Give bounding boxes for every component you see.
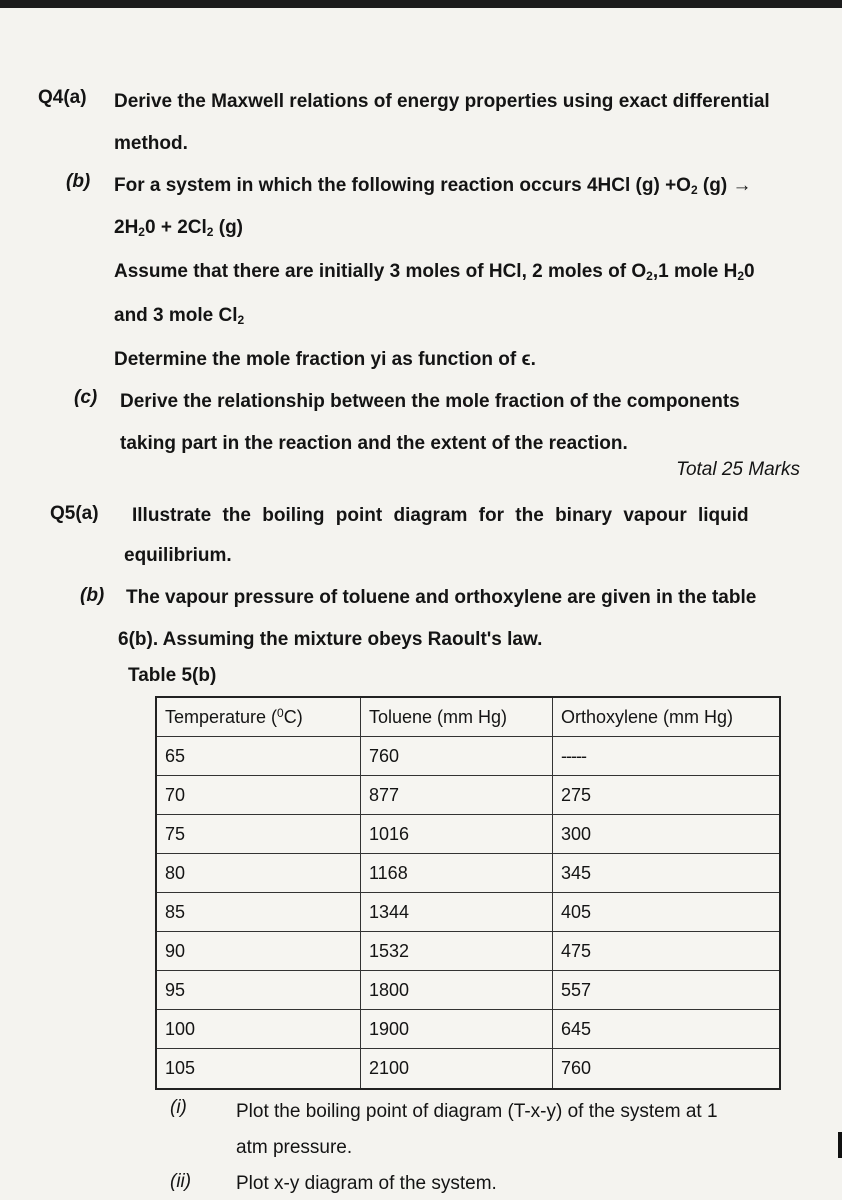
cell-temperature: 80: [157, 854, 361, 892]
cell-temperature: 105: [157, 1049, 361, 1088]
cell-temperature: 70: [157, 776, 361, 814]
cell-toluene: 1532: [361, 932, 553, 970]
q5b-label: (b): [80, 585, 105, 606]
exam-page: [0, 8, 842, 1200]
cell-temperature: 90: [157, 932, 361, 970]
q4b-text-line4: and 3 mole $Cl_2$: [114, 305, 245, 327]
q5a-text-line2: equilibrium.: [124, 545, 232, 566]
cell-orthoxylene: 275: [561, 785, 592, 805]
q4-total-marks: Total 25 Marks: [676, 459, 800, 480]
cell-temperature: 95: [157, 971, 361, 1009]
q5b-text-line2: 6(b). Assuming the mixture obeys Raoult's law.: [118, 629, 543, 650]
q4c-text-line2: taking part in the reaction and the extent of the reaction.: [120, 433, 628, 454]
q5b-text-line1: The vapour pressure of toluene and orthoxylene are given in the table: [126, 587, 757, 608]
table-row: [157, 854, 779, 893]
cell-temperature: 100: [157, 1010, 361, 1048]
q4b-text-line5: Determine the mole fraction yi as function of ϵ.: [114, 349, 536, 370]
table-header-row: [157, 698, 779, 737]
table-row: [157, 932, 779, 971]
q5-label: Q5(a): [50, 503, 99, 524]
q5b-ii-text-line1: Plot x-y diagram of the system.: [236, 1173, 497, 1194]
vapour-pressure-table: [155, 696, 781, 1090]
table-row: [157, 1010, 779, 1049]
table-row: [157, 737, 779, 776]
q5a-text-line1: Illustrate the boiling point diagram for the binary vapour liquid: [132, 505, 749, 526]
cell-toluene: 1900: [361, 1010, 553, 1048]
cell-orthoxylene: 345: [561, 863, 592, 883]
cell-orthoxylene: 475: [561, 941, 592, 961]
q4b-text-line2: $2H_20 + 2Cl_2$ (g): [114, 217, 244, 239]
cell-orthoxylene: 557: [561, 980, 592, 1000]
edge-mark: [838, 1132, 842, 1158]
cell-orthoxylene: 300: [561, 824, 592, 844]
q4c-text-line1: Derive the relationship between the mole fraction of the components: [120, 391, 740, 412]
q5b-i-text-line1: Plot the boiling point of diagram (T-x-y) of the system at 1: [236, 1101, 718, 1122]
cell-orthoxylene: 645: [561, 1019, 592, 1039]
cell-toluene: 2100: [361, 1049, 553, 1088]
cell-toluene: 877: [361, 776, 553, 814]
cell-toluene: 1168: [361, 854, 553, 892]
table-row: [157, 1049, 779, 1088]
table-row: [157, 971, 779, 1010]
header-temperature: Temperature ($^0$C): [157, 698, 361, 736]
cell-toluene: 1016: [361, 815, 553, 853]
table-row: [157, 815, 779, 854]
q4a-text-line1: Derive the Maxwell relations of energy properties using exact differential: [114, 91, 770, 112]
cell-toluene: 760: [361, 737, 553, 775]
header-toluene: Toluene (mm Hg): [361, 698, 553, 736]
q5b-ii-label: (ii): [170, 1171, 192, 1192]
q5b-i-text-line2: atm pressure.: [236, 1137, 353, 1158]
q4b-label: (b): [66, 171, 91, 192]
q4a-text-line2: method.: [114, 133, 188, 154]
cell-temperature: 65: [157, 737, 361, 775]
q4b-text-line3: Assume that there are initially 3 moles of HCl, 2 moles of $O_2,1$ mole $H_20$: [114, 261, 755, 283]
cell-orthoxylene: -----: [561, 746, 586, 766]
cell-orthoxylene: 405: [561, 902, 592, 922]
cell-temperature: 75: [157, 815, 361, 853]
cell-orthoxylene: 760: [561, 1058, 592, 1078]
table-title: Table 5(b): [128, 665, 217, 686]
top-border: [0, 0, 842, 8]
cell-toluene: 1800: [361, 971, 553, 1009]
q4c-label: (c): [74, 387, 98, 408]
q4b-text-line1: For a system in which the following reaction occurs 4HCl $(g) +O_2$ (g) →: [114, 175, 752, 197]
cell-temperature: 85: [157, 893, 361, 931]
table-row: [157, 893, 779, 932]
q4-label: Q4(a): [38, 87, 87, 108]
table-row: [157, 776, 779, 815]
cell-toluene: 1344: [361, 893, 553, 931]
q5b-i-label: (i): [170, 1097, 187, 1118]
header-orthoxylene: Orthoxylene (mm Hg): [561, 707, 734, 727]
